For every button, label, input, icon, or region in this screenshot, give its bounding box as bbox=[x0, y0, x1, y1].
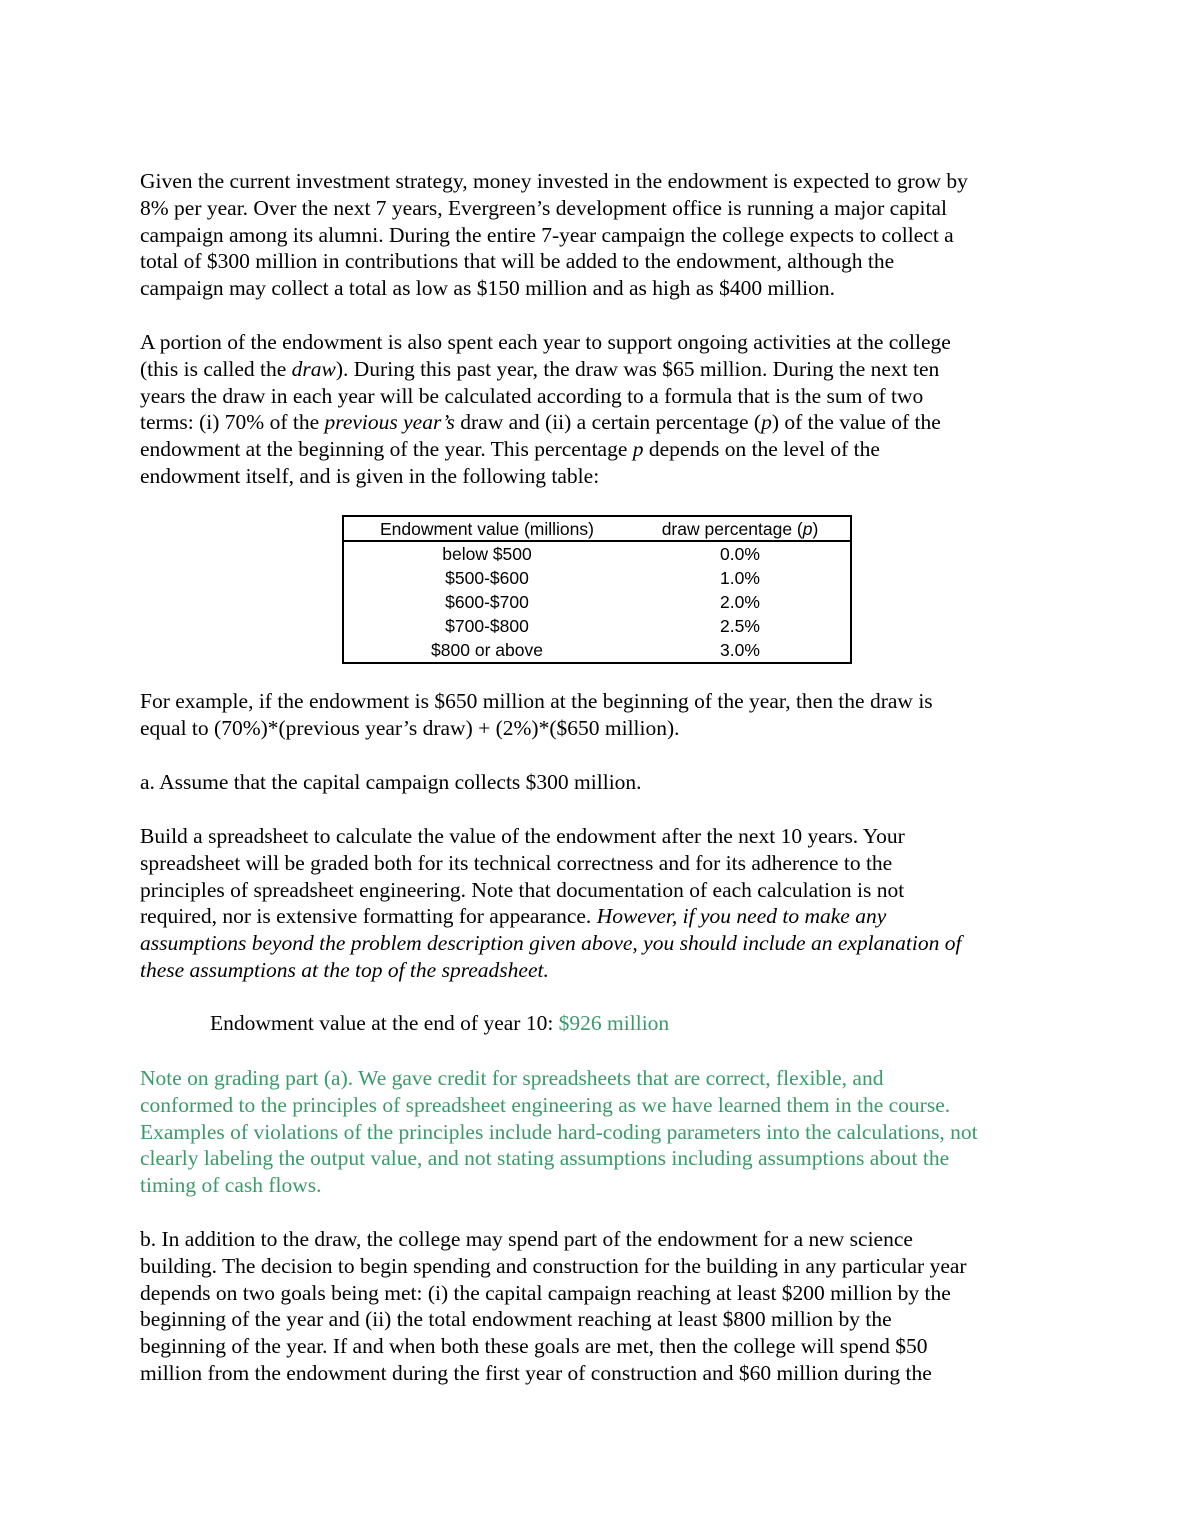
paragraph-draw-description bbox=[140, 329, 1070, 490]
emphasis-previous-year: previous year’s bbox=[324, 410, 455, 435]
text-line: total of $300 million in contributions that will be added to the endowment, although the bbox=[140, 249, 895, 274]
table-row bbox=[344, 590, 850, 614]
part-b-prompt bbox=[140, 1226, 1070, 1387]
text-line bbox=[140, 409, 1070, 436]
text-line: spreadsheet will be graded both for its technical correctness and for its adherence to the bbox=[140, 850, 893, 875]
text-run: required, nor is extensive formatting for appearance. bbox=[140, 904, 597, 929]
column-header-endowment-value: Endowment value (millions) bbox=[344, 517, 630, 541]
table-row bbox=[344, 638, 850, 662]
emphasis-p: p bbox=[802, 518, 813, 539]
answer-value: $926 million bbox=[558, 1011, 670, 1035]
paragraph-example bbox=[140, 688, 1070, 742]
cell-percentage: 2.5% bbox=[720, 616, 760, 636]
text-run: ). During this past year, the draw was $65 million. During the next ten bbox=[335, 356, 940, 381]
cell-range: below $500 bbox=[442, 544, 532, 564]
table-row bbox=[344, 614, 850, 638]
text-line: years the draw in each year will be calculated according to a formula that is the sum of two bbox=[140, 383, 924, 408]
text-run: terms: (i) 70% of the bbox=[140, 410, 325, 435]
text-line: clearly labeling the output value, and not stating assumptions including assumptions about the bbox=[140, 1146, 950, 1171]
table-row bbox=[344, 566, 850, 590]
answer-label: Endowment value at the end of year 10: bbox=[210, 1011, 559, 1035]
text-run: endowment at the beginning of the year. This percentage bbox=[140, 437, 633, 462]
text-line: A portion of the endowment is also spent each year to support ongoing activities at the college bbox=[140, 330, 951, 354]
text-line: endowment itself, and is given in the following table: bbox=[140, 463, 600, 488]
text-line: beginning of the year. If and when both these goals are met, then the college will spend $50 bbox=[140, 1334, 928, 1359]
emphasis-draw: draw bbox=[291, 356, 336, 381]
text-line: campaign among its alumni. During the entire 7-year campaign the college expects to collect a bbox=[140, 222, 954, 247]
cell-range: $600-$700 bbox=[445, 592, 529, 612]
text-line: timing of cash flows. bbox=[140, 1173, 322, 1198]
text-line: For example, if the endowment is $650 million at the beginning of the year, then the draw is bbox=[140, 689, 933, 713]
part-a-prompt bbox=[140, 769, 1070, 796]
emphasis-p: p bbox=[632, 437, 644, 462]
cell-range: $700-$800 bbox=[445, 616, 529, 636]
text-line: principles of spreadsheet engineering. Note that documentation of each calculation is not bbox=[140, 877, 905, 902]
header-text: draw percentage ( bbox=[661, 518, 803, 539]
answer-line bbox=[210, 1010, 669, 1037]
cell-range: $500-$600 bbox=[445, 568, 529, 588]
text-line: Examples of violations of the principles include hard-coding parameters into the calculations, not bbox=[140, 1119, 978, 1144]
text-line: assumptions beyond the problem description given above, you should include an explanation of bbox=[140, 931, 962, 956]
text-line: building. The decision to begin spending and construction for the building in any particular year bbox=[140, 1253, 967, 1278]
cell-percentage: 3.0% bbox=[720, 640, 760, 660]
text-line bbox=[140, 436, 1070, 463]
text-line: 8% per year. Over the next 7 years, Evergreen’s development office is running a major capital bbox=[140, 195, 947, 220]
column-header-draw-percentage bbox=[630, 517, 850, 541]
emphasis-p: p bbox=[761, 410, 772, 435]
text-run: (this is called the bbox=[140, 356, 292, 381]
cell-percentage: 1.0% bbox=[720, 568, 760, 588]
text-run: ) of the value of the bbox=[771, 410, 941, 435]
table-header-row bbox=[344, 517, 850, 541]
grading-note bbox=[140, 1065, 1070, 1199]
text-line: campaign may collect a total as low as $150 million and as high as $400 million. bbox=[140, 276, 836, 301]
header-text: ) bbox=[812, 518, 819, 539]
text-line: Given the current investment strategy, money invested in the endowment is expected to grow by bbox=[140, 169, 968, 193]
text-line: beginning of the year and (ii) the total endowment reaching at least $800 million by the bbox=[140, 1307, 892, 1332]
text-line: million from the endowment during the first year of construction and $60 million during the bbox=[140, 1360, 932, 1385]
text-line: equal to (70%)*(previous year’s draw) + (2%)*($650 million). bbox=[140, 715, 680, 740]
paragraph-investment-growth bbox=[140, 168, 1070, 302]
text-line: depends on two goals being met: (i) the capital campaign reaching at least $200 million by the bbox=[140, 1280, 951, 1305]
cell-percentage: 0.0% bbox=[720, 544, 760, 564]
emphasis-assumptions: However, if you need to make any bbox=[596, 904, 887, 929]
table-row bbox=[344, 541, 850, 566]
text-run: draw and (ii) a certain percentage ( bbox=[454, 410, 762, 435]
text-line: a. Assume that the capital campaign collects $300 million. bbox=[140, 770, 642, 794]
text-line bbox=[140, 903, 1070, 930]
text-line: conformed to the principles of spreadsheet engineering as we have learned them in the course. bbox=[140, 1092, 951, 1117]
text-line bbox=[140, 356, 1070, 383]
paragraph-spreadsheet-instructions bbox=[140, 823, 1070, 984]
text-line: b. In addition to the draw, the college may spend part of the endowment for a new science bbox=[140, 1227, 913, 1251]
text-run: depends on the level of the bbox=[643, 437, 880, 462]
draw-percentage-table bbox=[342, 515, 852, 664]
cell-percentage: 2.0% bbox=[720, 592, 760, 612]
text-line: these assumptions at the top of the spreadsheet. bbox=[140, 957, 549, 982]
text-line: Note on grading part (a). We gave credit for spreadsheets that are correct, flexible, and bbox=[140, 1066, 884, 1090]
cell-range: $800 or above bbox=[431, 640, 543, 660]
text-line: Build a spreadsheet to calculate the value of the endowment after the next 10 years. Your bbox=[140, 824, 905, 848]
